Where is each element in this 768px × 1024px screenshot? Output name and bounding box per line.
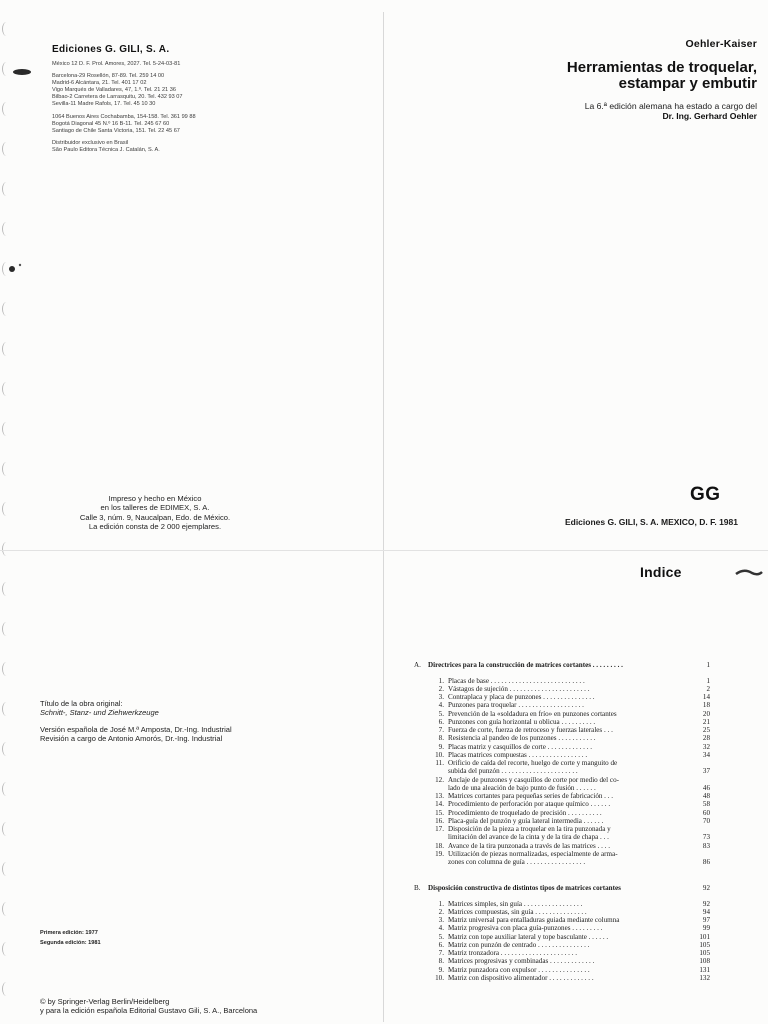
toc-entry-number: 7. — [438, 949, 444, 958]
table-of-contents — [414, 661, 710, 982]
toc-entry-number: 12. — [435, 775, 444, 784]
toc-entry-number: 5. — [438, 709, 444, 718]
address-line: Santiago de Chile Santa Victoria, 151. Tel. 22 45 67 — [52, 127, 180, 134]
toc-entry-page: 14 — [702, 693, 710, 701]
binding-hole — [2, 582, 11, 596]
toc-entry — [414, 685, 710, 693]
toc-entry-number: 17. — [435, 825, 444, 833]
toc-entry-title: Matriz con dispositivo alimentador . . . . . . . . . . . . . — [448, 973, 594, 982]
toc-entry-number: 9. — [438, 965, 444, 974]
toc-section-title: Disposición constructiva de distintos tipos de matrices cortantes — [428, 884, 621, 893]
original-title-label: Título de la obra original: — [40, 699, 123, 708]
toc-entry-page: 108 — [699, 957, 710, 966]
address-line: 1064 Buenos Aires Cochabamba, 154-158. Tel. 361 99 88 — [52, 113, 196, 120]
toc-entry-title: Matriz progresiva con placa guía-punzones . . . . . . . . . — [448, 924, 603, 933]
binding-hole — [2, 422, 11, 436]
section-spacer — [414, 866, 710, 884]
toc-entry-page: 46 — [702, 783, 710, 792]
toc-entry-page: 34 — [702, 750, 710, 759]
toc-entry-page: 21 — [702, 717, 710, 726]
toc-entry — [414, 841, 710, 849]
imprint-line: Impreso y hecho en México — [108, 494, 202, 503]
toc-entry-title: Procedimiento de troquelado de precisión . . . . . . . . . . — [448, 808, 602, 817]
toc-entry — [414, 751, 710, 759]
toc-entry-number: 10. — [435, 750, 444, 759]
toc-entry-title: Prevención de la «soldadura en frío» en punzones cortantes — [448, 709, 617, 718]
toc-entry — [414, 949, 710, 957]
binding-hole — [2, 22, 11, 36]
toc-entry-number: 2. — [438, 907, 444, 916]
second-edition: Segunda edición: 1981 — [40, 940, 101, 946]
toc-entry-number: 3. — [438, 916, 444, 925]
edition-history — [40, 928, 240, 948]
binding-hole — [2, 622, 11, 636]
toc-entry-title: Matriz con punzón de centrado . . . . . . . . . . . . . . . — [448, 940, 590, 949]
toc-entry — [414, 784, 710, 792]
imprint-line: Calle 3, núm. 9, Naucalpan, Edo. de México. — [79, 512, 231, 522]
toc-entry-title: Punzones para troquelar . . . . . . . . . . . . . . . . . . . — [448, 701, 584, 710]
toc-entry-title: Placa-guía del punzón y guía lateral intermedia . . . . . . — [448, 816, 604, 825]
toc-entry — [414, 825, 710, 833]
toc-entry — [414, 924, 710, 932]
toc-section-letter: B. — [414, 884, 421, 893]
toc-section-page: 92 — [702, 884, 710, 893]
book-authors: Oehler-Kaiser — [685, 38, 757, 50]
publisher-name: Ediciones G. GILI, S. A. — [52, 44, 170, 55]
binding-hole — [2, 702, 11, 716]
toc-entry-title: Matrices simples, sin guía . . . . . . . . . . . . . . . . . — [448, 899, 583, 908]
edition-note: La 6.ª edición alemana ha estado a cargo del — [584, 101, 757, 111]
toc-entry-page: 2 — [706, 684, 710, 693]
toc-entry-title: Avance de la tira punzonada a través de las matrices . . . . — [448, 841, 610, 850]
scan-smudge-marks — [8, 60, 44, 280]
toc-entry-title: zones con columna de guía . . . . . . . . . . . . . . . . . — [448, 858, 586, 866]
title-page-block — [390, 38, 757, 121]
toc-entry — [414, 742, 710, 750]
toc-entry-page: 101 — [699, 932, 710, 941]
toc-entry-page: 92 — [702, 899, 710, 908]
publisher-address-block — [52, 44, 352, 154]
toc-entry-page: 37 — [702, 767, 710, 776]
binding-hole — [2, 662, 11, 676]
toc-entry — [414, 792, 710, 800]
ink-smudge-mark — [734, 566, 764, 580]
binding-hole — [2, 302, 11, 316]
toc-entry-number: 4. — [438, 701, 444, 710]
toc-entry-number: 11. — [435, 759, 444, 767]
toc-entry-title: Orificio de caída del recorte, huelgo de corte y manguito de — [448, 759, 618, 767]
toc-entry-number: 6. — [438, 717, 444, 726]
toc-entry — [414, 833, 710, 841]
toc-entry-number: 15. — [435, 808, 444, 817]
binding-hole — [2, 462, 11, 476]
toc-entry-page: 83 — [702, 841, 710, 850]
page-fold — [0, 550, 768, 551]
binding-hole — [2, 542, 11, 556]
original-title: Schnitt-, Stanz- und Ziehwerkzeuge — [40, 708, 159, 717]
toc-entry-number: 8. — [438, 734, 444, 743]
toc-entry-title: subida del punzón . . . . . . . . . . . . . . . . . . . . . . — [448, 767, 578, 776]
toc-entry-number: 16. — [435, 816, 444, 825]
title-page-imprint: Ediciones G. GILI, S. A. MEXICO, D. F. 1981 — [564, 517, 738, 527]
toc-entry — [414, 726, 710, 734]
toc-entry-title: Vástagos de sujeción . . . . . . . . . . . . . . . . . . . . . . . — [448, 684, 590, 693]
toc-entry — [414, 932, 710, 940]
toc-section-letter: A. — [414, 661, 421, 670]
editor-name: Dr. Ing. Gerhard Oehler — [662, 111, 757, 121]
address-line: Madrid-6 Alcántara, 21. Tel. 401 17 02 — [52, 80, 147, 87]
toc-entry-title: Matriz universal para entalladuras guiada mediante columna — [448, 916, 620, 925]
toc-entry-number: 13. — [435, 792, 444, 800]
toc-entry — [414, 767, 710, 775]
first-edition: Primera edición: 1977 — [40, 930, 98, 936]
toc-entry-title: Contraplaca y placa de punzones . . . . . . . . . . . . . . . — [448, 693, 595, 701]
toc-entry-number: 3. — [438, 693, 444, 701]
toc-entry-title: Disposición de la pieza a troquelar en la tira punzonada y — [448, 825, 611, 833]
toc-entry-number: 5. — [438, 932, 444, 941]
binding-hole — [2, 342, 11, 356]
toc-entry-title: Procedimiento de perforación por ataque químico . . . . . . — [448, 800, 611, 809]
revision-credit: Revisión a cargo de Antonio Amorós, Dr.-Ing. Industrial — [40, 734, 223, 743]
toc-entry — [414, 957, 710, 965]
toc-entry-number: 14. — [435, 800, 444, 809]
toc-entry-number: 18. — [435, 841, 444, 850]
toc-entry-title: Placas de base . . . . . . . . . . . . . . . . . . . . . . . . . . . — [448, 676, 585, 685]
toc-entry — [414, 965, 710, 973]
translation-credit: Versión española de José M.ª Amposta, Dr.-Ing. Industrial — [40, 725, 232, 734]
toc-entry-number: 1. — [438, 676, 444, 685]
toc-entry-page: 132 — [699, 973, 710, 982]
copyright-line: © by Springer-Verlag Berlin/Heidelberg — [40, 997, 170, 1006]
binding-hole — [2, 742, 11, 756]
toc-entry-title: Placas matriz y casquillos de corte . . . . . . . . . . . . . — [448, 742, 593, 751]
toc-entry-number: 8. — [438, 957, 444, 966]
toc-entry — [414, 734, 710, 742]
imprint-line: en los talleres de EDIMEX, S. A. — [100, 503, 210, 513]
toc-entry-number: 7. — [438, 726, 444, 734]
toc-entry-page: 94 — [702, 907, 710, 916]
toc-entry-title: Fuerza de corte, fuerza de retroceso y fuerzas laterales . . . — [448, 726, 613, 734]
toc-entry — [414, 701, 710, 709]
toc-entry-number: 9. — [438, 742, 444, 751]
binding-hole — [2, 502, 11, 516]
address-line: Sevilla-11 Madre Rafols, 17. Tel. 45 10 30 — [52, 101, 156, 108]
binding-hole — [2, 382, 11, 396]
toc-entry-title: Matriz punzadora con expulsor . . . . . . . . . . . . . . . — [448, 965, 590, 974]
toc-entry-page: 86 — [702, 858, 710, 866]
toc-entry-title: lado de una aleación de bajo punto de fusión . . . . . . — [448, 783, 596, 792]
toc-entry-title: Matrices cortantes para pequeñas series de fabricación . . . — [448, 792, 614, 800]
toc-entry-page: 70 — [702, 816, 710, 825]
page-gutter — [383, 12, 384, 1022]
publisher-mexico-address: México 12 D. F. Prol. Amores, 2027. Tel. 5-24-03-81 — [52, 61, 181, 67]
toc-entry-page: 18 — [702, 701, 710, 710]
binding-hole — [2, 862, 11, 876]
original-work-info — [40, 699, 370, 743]
address-line: Barcelona-29 Rosellón, 87-89. Tel. 259 14 00 — [52, 73, 165, 80]
binding-hole — [2, 982, 11, 996]
toc-entry — [414, 858, 710, 866]
address-line: Distribuidor exclusivo en Brasil — [52, 139, 129, 146]
toc-entry-number: 4. — [438, 924, 444, 933]
toc-entry-title: limitación del avance de la cinta y de la tira de chapa . . . — [448, 833, 609, 842]
toc-entry — [414, 759, 710, 767]
toc-entry-number: 1. — [438, 899, 444, 908]
toc-entry — [414, 941, 710, 949]
toc-entry-number: 19. — [435, 849, 444, 858]
binding-hole — [2, 902, 11, 916]
toc-entry-page: 60 — [702, 808, 710, 817]
toc-entry-page: 32 — [702, 742, 710, 751]
toc-entry-page: 25 — [702, 726, 710, 734]
book-title-line: estampar y embutir — [618, 75, 757, 92]
binding-hole — [2, 822, 11, 836]
toc-entry-title: Matriz con tope auxiliar lateral y tope basculante . . . . . . — [448, 932, 609, 941]
toc-entry — [414, 817, 710, 825]
address-line: Bogotá Diagonal 45 N.º 16 B-11. Tel. 245 67 60 — [52, 120, 170, 127]
toc-entry-title: Utilización de piezas normalizadas, especialmente de arma- — [448, 849, 618, 858]
toc-entry — [414, 775, 710, 783]
toc-entry-number: 6. — [438, 940, 444, 949]
binding-hole — [2, 782, 11, 796]
toc-section-heading — [414, 884, 710, 892]
toc-entry-page: 105 — [699, 949, 710, 958]
toc-entry-page: 20 — [702, 709, 710, 718]
toc-entry — [414, 718, 710, 726]
toc-entry-title: Matriz tronzadora . . . . . . . . . . . . . . . . . . . . . . — [448, 949, 578, 958]
toc-entry-title: Anclaje de punzones y casquillos de corte por medio del co- — [448, 775, 619, 784]
toc-entry-title: Matrices compuestas, sin guía . . . . . . . . . . . . . . . — [448, 907, 587, 916]
toc-entry-page: 58 — [702, 800, 710, 809]
toc-entry-number: 2. — [438, 684, 444, 693]
copyright-notice — [40, 997, 370, 1016]
copyright-line: y para la edición española Editorial Gustavo Gili, S. A., Barcelona — [40, 1006, 258, 1016]
toc-entry-page: 73 — [702, 833, 710, 842]
toc-entry-title: Placas matrices compuestas . . . . . . . . . . . . . . . . . — [448, 750, 588, 759]
toc-entry — [414, 693, 710, 701]
toc-entry-page: 99 — [702, 924, 710, 933]
toc-entry — [414, 974, 710, 982]
toc-entry — [414, 899, 710, 907]
address-line: São Paulo Editora Técnica J. Catalán, S. A. — [52, 146, 160, 153]
toc-entry — [414, 908, 710, 916]
toc-entry — [414, 676, 710, 684]
toc-entry-page: 28 — [702, 734, 710, 743]
toc-section-title: Directrices para la construcción de matrices cortantes . . . . . . . . . — [428, 661, 623, 670]
toc-entry-page: 97 — [702, 916, 710, 925]
toc-entry-title: Matrices progresivas y combinadas . . . . . . . . . . . . . — [448, 957, 595, 966]
toc-entry — [414, 916, 710, 924]
toc-entry-page: 48 — [702, 792, 710, 800]
publisher-logo: GG — [690, 484, 721, 505]
imprint-line: La edición consta de 2 000 ejemplares. — [88, 521, 222, 531]
toc-entry-page: 131 — [699, 965, 710, 974]
section-gap — [414, 892, 710, 899]
toc-section-heading — [414, 661, 710, 669]
toc-entry-title: Punzones con guía horizontal u oblicua . . . . . . . . . . — [448, 717, 596, 726]
toc-entry-number: 10. — [435, 973, 444, 982]
toc-entry — [414, 709, 710, 717]
address-line: Bilbao-2 Carretera de Larrasquitu, 20. Tel. 432 93 07 — [52, 94, 183, 101]
toc-entry-title: Resistencia al pandeo de los punzones . . . . . . . . . . . — [448, 734, 596, 743]
toc-entry-page: 1 — [706, 676, 710, 685]
address-line: Vigo Marqués de Valladares, 47, 1.º. Tel. 21 21 36 — [52, 87, 176, 94]
toc-entry — [414, 850, 710, 858]
toc-entry — [414, 800, 710, 808]
index-heading: Indice — [640, 564, 682, 580]
toc-entry — [414, 808, 710, 816]
book-title-line: Herramientas de troquelar, — [566, 59, 757, 76]
section-gap — [414, 669, 710, 676]
toc-section-page: 1 — [706, 661, 710, 670]
book-title — [390, 60, 757, 92]
binding-hole — [2, 942, 11, 956]
toc-entry-page: 105 — [699, 940, 710, 949]
printer-imprint — [40, 494, 270, 531]
